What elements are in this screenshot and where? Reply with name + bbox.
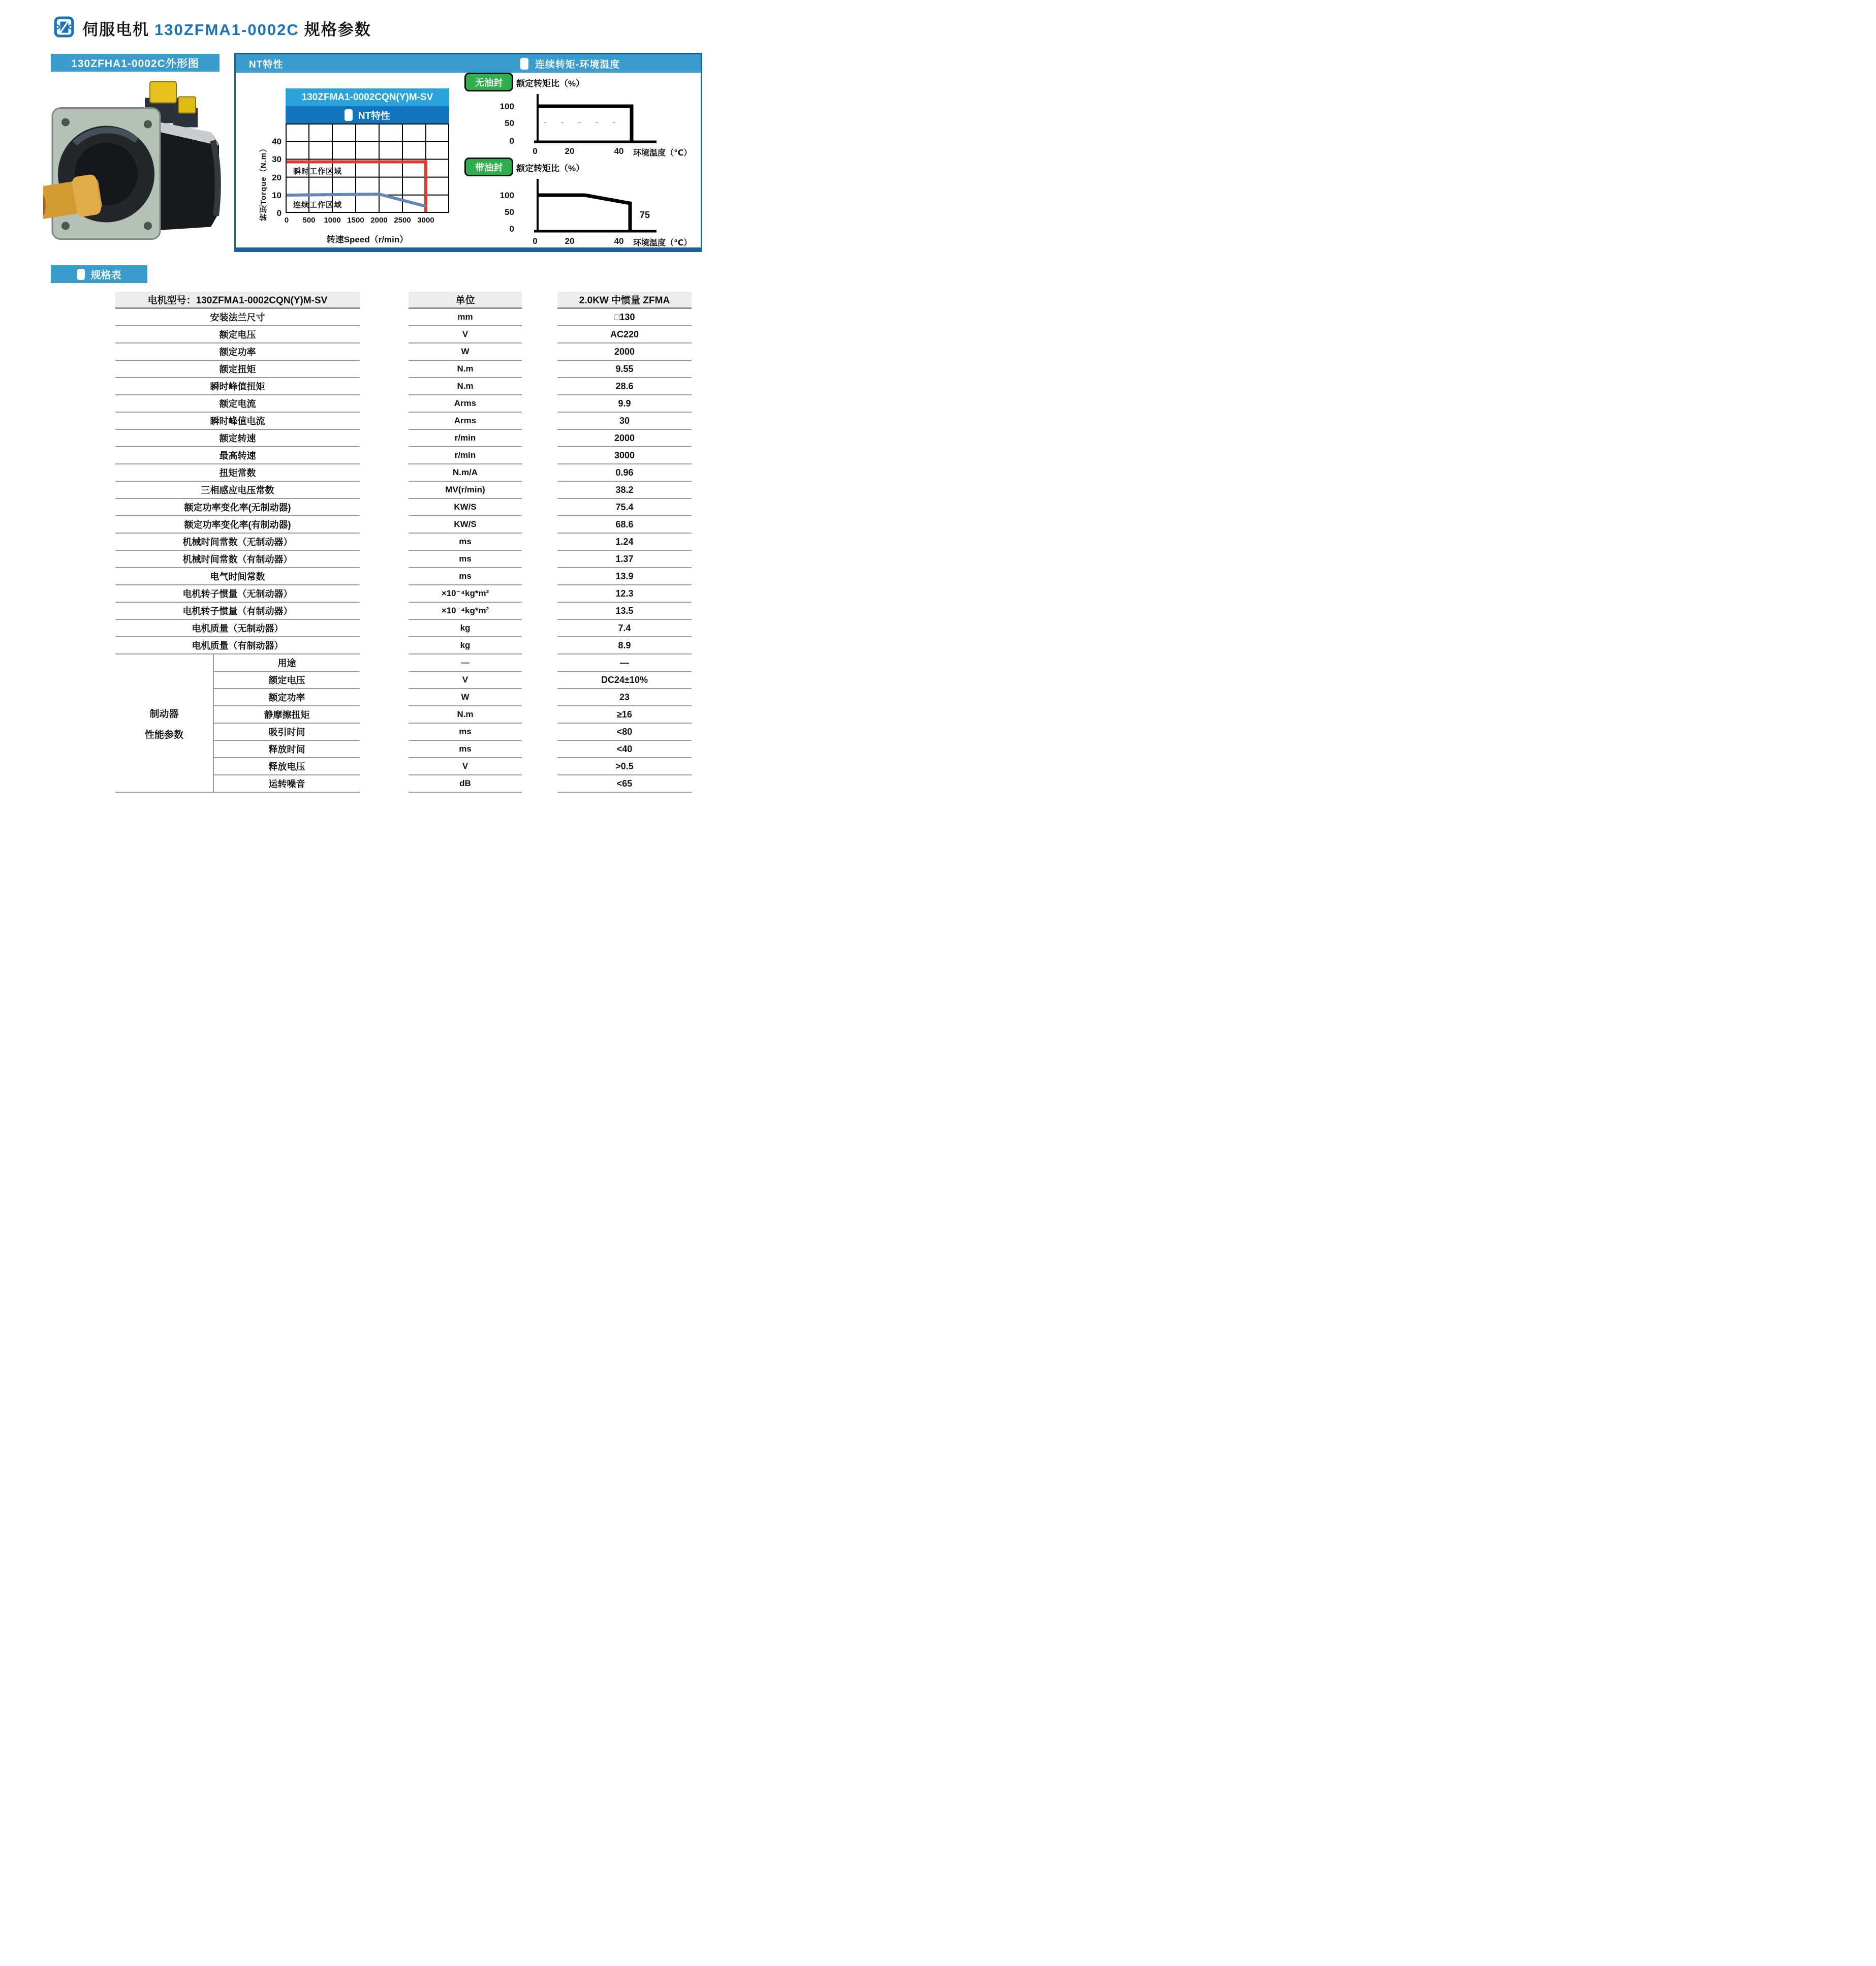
spec-value-cell: <80 bbox=[557, 724, 692, 741]
nt-x-tick: 1000 bbox=[324, 216, 341, 225]
spec-value-cell: 9.55 bbox=[557, 361, 692, 378]
column-gap bbox=[360, 482, 409, 499]
column-gap bbox=[522, 378, 557, 395]
column-gap bbox=[360, 689, 409, 706]
spec-label-cell: 三相感应电压常数 bbox=[115, 482, 360, 499]
spec-unit-cell: r/min bbox=[409, 447, 522, 464]
column-gap bbox=[360, 395, 409, 413]
column-gap bbox=[522, 413, 557, 430]
white-square-icon bbox=[520, 58, 528, 70]
column-gap bbox=[360, 758, 409, 775]
spec-label-cell: 额定电流 bbox=[115, 395, 360, 413]
column-gap bbox=[360, 309, 409, 326]
column-gap bbox=[522, 395, 557, 413]
column-gap bbox=[360, 534, 409, 551]
spec-unit-cell: mm bbox=[409, 309, 522, 326]
nt-x-tick: 1500 bbox=[347, 216, 364, 225]
nt-x-tick: 3000 bbox=[417, 216, 434, 225]
spec-value-cell: 1.24 bbox=[557, 534, 692, 551]
page-title-text bbox=[82, 17, 371, 40]
nt-x-tick: 2000 bbox=[370, 216, 388, 225]
spec-unit-cell: Arms bbox=[409, 395, 522, 413]
spec-unit-cell: N.m bbox=[409, 378, 522, 395]
instant-zone-label: 瞬时工作区域 bbox=[293, 167, 342, 176]
column-gap bbox=[522, 447, 557, 464]
spec-unit-cell: ×10⁻⁴kg*m² bbox=[409, 603, 522, 620]
column-gap bbox=[360, 775, 409, 793]
spec-unit-cell: N.m bbox=[409, 361, 522, 378]
column-gap bbox=[360, 464, 409, 482]
spec-value-cell: ≥16 bbox=[557, 706, 692, 724]
page-title bbox=[54, 16, 371, 40]
spec-value-cell: AC220 bbox=[557, 326, 692, 344]
column-gap bbox=[360, 430, 409, 447]
spec-value-cell: 68.6 bbox=[557, 516, 692, 534]
spec-row bbox=[115, 499, 692, 516]
white-square-icon bbox=[77, 269, 85, 280]
column-gap bbox=[360, 413, 409, 430]
spec-value-cell: 13.5 bbox=[557, 603, 692, 620]
column-gap bbox=[522, 430, 557, 447]
no-seal-axis-label: 额定转矩比（%） bbox=[516, 79, 585, 88]
column-gap bbox=[522, 758, 557, 775]
spec-label-cell: 机械时间常数（有制动器） bbox=[115, 551, 360, 568]
continuous-zone-label: 连续工作区域 bbox=[293, 201, 342, 209]
spec-label-cell: 电气时间常数 bbox=[115, 568, 360, 585]
motor-photo bbox=[43, 75, 231, 248]
column-gap bbox=[522, 464, 557, 482]
spec-unit-cell: V bbox=[409, 326, 522, 344]
with-seal-curve bbox=[538, 195, 630, 231]
column-gap bbox=[360, 620, 409, 637]
column-gap bbox=[360, 292, 409, 309]
spec-label-cell: 额定功率 bbox=[115, 344, 360, 361]
spec-value-cell: 2000 bbox=[557, 344, 692, 361]
no-seal-x-tick: 20 bbox=[565, 146, 575, 156]
no-seal-x-tick: 0 bbox=[533, 146, 538, 156]
spec-value-cell: 1.37 bbox=[557, 551, 692, 568]
with-seal-y-tick: 0 bbox=[509, 224, 514, 234]
nt-y-tick: 10 bbox=[272, 191, 282, 200]
column-gap bbox=[522, 568, 557, 585]
column-gap bbox=[360, 344, 409, 361]
spec-value-cell: 3000 bbox=[557, 447, 692, 464]
spec-label-cell: 额定电压 bbox=[115, 326, 360, 344]
spec-label-cell: 额定转速 bbox=[115, 430, 360, 447]
spec-row bbox=[115, 534, 692, 551]
outline-drawing-tag: 130ZFHA1-0002C外形图 bbox=[51, 54, 220, 72]
nt-subtitle-text: NT特性 bbox=[358, 110, 391, 121]
column-gap bbox=[360, 637, 409, 654]
panel-title-nt: NT特性 bbox=[249, 59, 284, 70]
spec-row bbox=[115, 620, 692, 637]
spec-unit-cell: Arms bbox=[409, 413, 522, 430]
no-seal-x-tick: 40 bbox=[614, 146, 624, 156]
spec-row bbox=[115, 585, 692, 603]
header-value-column: 2.0KW 中惯量 ZFMA bbox=[557, 292, 692, 309]
spec-unit-cell: — bbox=[409, 654, 522, 672]
spec-unit-cell: r/min bbox=[409, 430, 522, 447]
spec-tag-text: 规格表 bbox=[90, 270, 121, 281]
column-gap bbox=[360, 654, 409, 672]
spec-unit-cell: ms bbox=[409, 551, 522, 568]
column-gap bbox=[522, 516, 557, 534]
column-gap bbox=[522, 706, 557, 724]
spec-row bbox=[115, 326, 692, 344]
spec-label-cell: 瞬时峰值电流 bbox=[115, 413, 360, 430]
with-seal-x-tick: 20 bbox=[565, 236, 575, 246]
spec-unit-cell: KW/S bbox=[409, 516, 522, 534]
spec-value-cell: 28.6 bbox=[557, 378, 692, 395]
no-seal-temp-label: 环境温度（℃） bbox=[633, 149, 692, 158]
nt-y-tick: 30 bbox=[272, 154, 282, 164]
with-seal-x-tick: 40 bbox=[614, 236, 624, 246]
spec-value-cell: >0.5 bbox=[557, 758, 692, 775]
no-seal-y-tick: 100 bbox=[499, 102, 514, 111]
column-gap bbox=[522, 534, 557, 551]
title-model-number: 130ZFMA1-0002C bbox=[154, 21, 299, 39]
panel-header bbox=[236, 54, 701, 73]
nt-y-tick: 40 bbox=[272, 137, 282, 146]
column-gap bbox=[360, 447, 409, 464]
column-gap bbox=[522, 603, 557, 620]
spec-value-cell: <65 bbox=[557, 775, 692, 793]
spec-row bbox=[115, 413, 692, 430]
spec-row bbox=[115, 603, 692, 620]
spec-row bbox=[115, 516, 692, 534]
spec-value-cell: 9.9 bbox=[557, 395, 692, 413]
spec-label-cell: 电机质量（无制动器） bbox=[115, 620, 360, 637]
column-gap bbox=[522, 551, 557, 568]
spec-label-cell: 电机转子惯量（有制动器） bbox=[115, 603, 360, 620]
spec-unit-cell: W bbox=[409, 689, 522, 706]
title-suffix: 规格参数 bbox=[304, 21, 371, 39]
column-gap bbox=[522, 775, 557, 793]
column-gap bbox=[360, 326, 409, 344]
with-seal-chart bbox=[520, 176, 693, 245]
white-square-icon bbox=[345, 109, 353, 121]
column-gap bbox=[522, 672, 557, 689]
spec-label-cell: 额定功率变化率(无制动器) bbox=[115, 499, 360, 516]
column-gap bbox=[360, 603, 409, 620]
spec-unit-cell: MV(r/min) bbox=[409, 482, 522, 499]
spec-row bbox=[115, 464, 692, 482]
spec-row bbox=[115, 344, 692, 361]
column-gap bbox=[360, 672, 409, 689]
column-gap bbox=[522, 344, 557, 361]
spec-unit-cell: ×10⁻⁴kg*m² bbox=[409, 585, 522, 603]
column-gap bbox=[360, 516, 409, 534]
spec-row bbox=[115, 395, 692, 413]
spec-label-cell: 扭矩常数 bbox=[115, 464, 360, 482]
spec-label-cell: 释放电压 bbox=[213, 758, 360, 775]
characteristics-panel bbox=[234, 53, 702, 252]
column-gap bbox=[522, 326, 557, 344]
spec-value-cell: — bbox=[557, 654, 692, 672]
nt-y-tick: 20 bbox=[272, 173, 282, 182]
column-gap bbox=[522, 292, 557, 309]
column-gap bbox=[522, 637, 557, 654]
brake-group-line2: 性能参数 bbox=[144, 730, 183, 740]
column-gap bbox=[360, 741, 409, 758]
nt-x-tick: 500 bbox=[302, 216, 316, 225]
spec-value-cell: 2000 bbox=[557, 430, 692, 447]
column-gap bbox=[360, 499, 409, 516]
spec-value-cell: <40 bbox=[557, 741, 692, 758]
column-gap bbox=[522, 585, 557, 603]
nt-x-tick: 2500 bbox=[394, 216, 411, 225]
with-seal-75-annotation: 75 bbox=[640, 210, 650, 220]
spec-value-cell: 8.9 bbox=[557, 637, 692, 654]
spec-label-cell: 瞬时峰值扭矩 bbox=[115, 378, 360, 395]
column-gap bbox=[522, 361, 557, 378]
spec-value-cell: 38.2 bbox=[557, 482, 692, 499]
spec-unit-cell: ms bbox=[409, 724, 522, 741]
column-gap bbox=[360, 361, 409, 378]
spec-label-cell: 额定功率变化率(有制动器) bbox=[115, 516, 360, 534]
spec-unit-cell: ms bbox=[409, 568, 522, 585]
column-gap bbox=[522, 482, 557, 499]
spec-value-cell: 0.96 bbox=[557, 464, 692, 482]
datasheet-page bbox=[0, 0, 762, 799]
column-gap bbox=[360, 568, 409, 585]
no-seal-curve bbox=[538, 106, 632, 142]
spec-unit-cell: N.m/A bbox=[409, 464, 522, 482]
spec-value-cell: □130 bbox=[557, 309, 692, 326]
column-gap bbox=[360, 724, 409, 741]
spec-unit-cell: V bbox=[409, 672, 522, 689]
spec-unit-cell: ms bbox=[409, 741, 522, 758]
with-seal-y-tick: 100 bbox=[499, 191, 514, 200]
column-gap bbox=[522, 654, 557, 672]
spec-row bbox=[115, 447, 692, 464]
nt-chart-subtitle bbox=[286, 106, 449, 123]
spec-label-cell: 额定功率 bbox=[213, 689, 360, 706]
no-seal-y-tick: 50 bbox=[505, 118, 514, 128]
column-gap bbox=[360, 706, 409, 724]
table-header-row bbox=[115, 292, 692, 309]
column-gap bbox=[522, 499, 557, 516]
panel-title-temp bbox=[520, 54, 620, 73]
spec-unit-cell: kg bbox=[409, 637, 522, 654]
no-oil-seal-badge: 无油封 bbox=[464, 73, 513, 91]
with-seal-axis-label: 额定转矩比（%） bbox=[516, 164, 585, 173]
spec-value-cell: 23 bbox=[557, 689, 692, 706]
with-seal-y-tick: 50 bbox=[505, 207, 514, 217]
column-gap bbox=[522, 724, 557, 741]
column-gap bbox=[360, 551, 409, 568]
spec-label-cell: 机械时间常数（无制动器） bbox=[115, 534, 360, 551]
spec-unit-cell: KW/S bbox=[409, 499, 522, 516]
spec-unit-cell: ms bbox=[409, 534, 522, 551]
spec-unit-cell: W bbox=[409, 344, 522, 361]
spec-label-cell: 吸引时间 bbox=[213, 724, 360, 741]
spec-label-cell: 额定扭矩 bbox=[115, 361, 360, 378]
spec-label-cell: 安装法兰尺寸 bbox=[115, 309, 360, 326]
spec-value-cell: 30 bbox=[557, 413, 692, 430]
spec-table bbox=[115, 292, 692, 793]
column-gap bbox=[522, 309, 557, 326]
spec-unit-cell: V bbox=[409, 758, 522, 775]
spec-unit-cell: kg bbox=[409, 620, 522, 637]
spec-row bbox=[115, 378, 692, 395]
spec-table-tag bbox=[51, 265, 147, 283]
spec-value-cell: 12.3 bbox=[557, 585, 692, 603]
spec-row bbox=[115, 637, 692, 654]
brake-group-line1: 制动器 bbox=[149, 709, 179, 720]
spec-label-cell: 电机质量（有制动器） bbox=[115, 637, 360, 654]
motor-icon bbox=[54, 16, 74, 40]
spec-row bbox=[115, 482, 692, 499]
column-gap bbox=[360, 585, 409, 603]
nt-x-tick: 0 bbox=[284, 216, 289, 225]
nt-y-tick: 0 bbox=[276, 208, 282, 218]
spec-label-cell: 静摩擦扭矩 bbox=[213, 706, 360, 724]
panel-title-temp-text: 连续转矩-环境温度 bbox=[535, 59, 620, 70]
nt-chart-model-title: 130ZFMA1-0002CQN(Y)M-SV bbox=[286, 88, 449, 106]
brake-group-label bbox=[115, 654, 213, 793]
column-gap bbox=[360, 378, 409, 395]
spec-row bbox=[115, 361, 692, 378]
with-seal-temp-label: 环境温度（℃） bbox=[633, 239, 692, 247]
spec-unit-cell: N.m bbox=[409, 706, 522, 724]
title-prefix: 伺服电机 bbox=[82, 21, 149, 39]
spec-row bbox=[115, 430, 692, 447]
spec-value-cell: 75.4 bbox=[557, 499, 692, 516]
spec-label-cell: 电机转子惯量（无制动器） bbox=[115, 585, 360, 603]
spec-label-cell: 释放时间 bbox=[213, 741, 360, 758]
spec-label-cell: 最高转速 bbox=[115, 447, 360, 464]
header-unit-column: 单位 bbox=[409, 292, 522, 309]
spec-row bbox=[115, 309, 692, 326]
with-seal-x-tick: 0 bbox=[533, 236, 538, 246]
spec-value-cell: DC24±10% bbox=[557, 672, 692, 689]
with-oil-seal-badge: 带油封 bbox=[464, 158, 513, 176]
column-gap bbox=[522, 620, 557, 637]
spec-unit-cell: dB bbox=[409, 775, 522, 793]
column-gap bbox=[522, 689, 557, 706]
nt-x-axis-label: 转速Speed（r/min） bbox=[326, 235, 409, 244]
nt-y-axis-label: 转矩Torque（N.m） bbox=[259, 144, 268, 221]
spec-row bbox=[115, 568, 692, 585]
no-seal-y-tick: 0 bbox=[509, 136, 514, 146]
spec-label-cell: 额定电压 bbox=[213, 672, 360, 689]
spec-value-cell: 13.9 bbox=[557, 568, 692, 585]
spec-value-cell: 7.4 bbox=[557, 620, 692, 637]
spec-row bbox=[115, 551, 692, 568]
spec-label-cell: 运转噪音 bbox=[213, 775, 360, 793]
header-model-column: 电机型号：130ZFMA1-0002CQN(Y)M-SV bbox=[115, 292, 360, 309]
spec-label-cell: 用途 bbox=[213, 654, 360, 672]
column-gap bbox=[522, 741, 557, 758]
